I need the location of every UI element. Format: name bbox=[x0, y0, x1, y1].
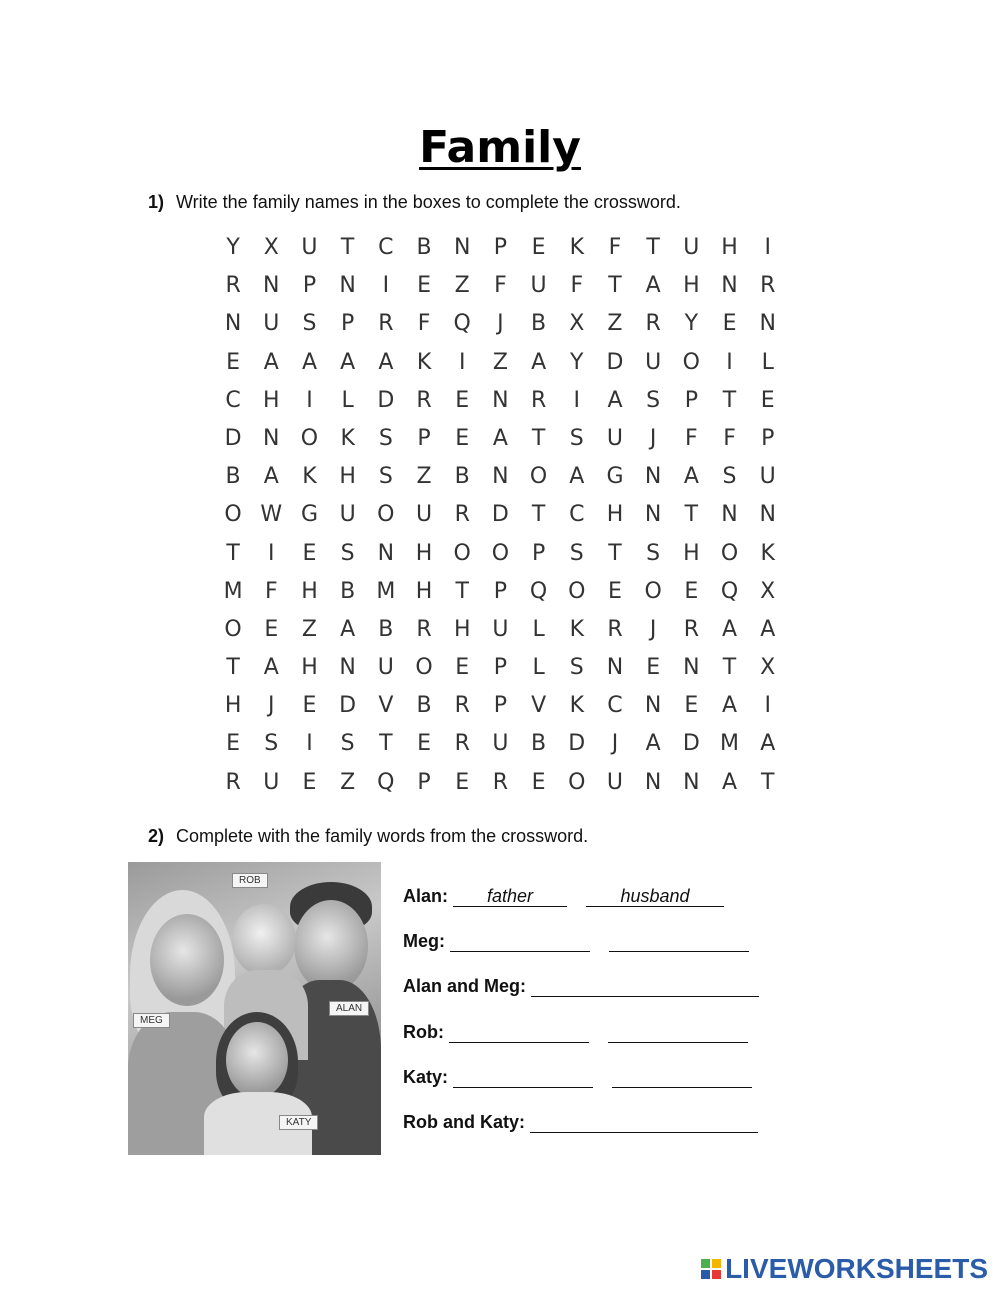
photo-tag-alan: ALAN bbox=[329, 1001, 369, 1016]
grid-letter[interactable]: U bbox=[263, 769, 280, 795]
grid-letter[interactable]: T bbox=[722, 655, 737, 681]
grid-letter[interactable]: E bbox=[646, 655, 661, 681]
grid-letter[interactable]: N bbox=[339, 273, 356, 299]
grid-letter[interactable]: U bbox=[530, 273, 547, 299]
grid-letter[interactable]: L bbox=[341, 387, 354, 413]
photo-tag-rob: ROB bbox=[232, 873, 268, 888]
grid-letter[interactable]: A bbox=[492, 425, 508, 451]
photo-tag-meg: MEG bbox=[133, 1013, 170, 1028]
grid-letter[interactable]: E bbox=[455, 425, 470, 451]
answer-field[interactable] bbox=[612, 1067, 752, 1088]
grid-letter[interactable]: F bbox=[723, 425, 736, 451]
grid-letter[interactable]: N bbox=[644, 769, 662, 795]
grid-letter[interactable]: I bbox=[764, 693, 771, 719]
grid-letter[interactable]: E bbox=[302, 769, 317, 795]
grid-letter[interactable]: H bbox=[301, 578, 318, 604]
grid-letter[interactable]: B bbox=[531, 311, 547, 337]
grid-letter[interactable]: I bbox=[764, 235, 771, 260]
grid-letter[interactable]: R bbox=[378, 311, 394, 337]
grid-letter[interactable]: P bbox=[493, 235, 508, 260]
grid-letter[interactable]: E bbox=[455, 655, 470, 681]
grid-letter[interactable]: P bbox=[531, 540, 546, 566]
grid-letter[interactable]: O bbox=[224, 616, 242, 642]
grid-letter[interactable]: A bbox=[263, 349, 279, 375]
logo-text: LIVEWORKSHEETS bbox=[725, 1253, 988, 1284]
grid-letter[interactable]: T bbox=[646, 235, 660, 260]
grid-letter[interactable]: Z bbox=[301, 616, 317, 642]
answer-field[interactable]: husband bbox=[586, 886, 724, 907]
answer-field[interactable] bbox=[609, 931, 749, 952]
grid-letter[interactable]: K bbox=[302, 464, 317, 490]
grid-letter[interactable]: A bbox=[722, 616, 738, 642]
grid-letter[interactable]: P bbox=[493, 693, 508, 719]
grid-letter[interactable]: U bbox=[301, 235, 318, 260]
grid-letter[interactable]: O bbox=[568, 578, 586, 604]
grid-letter[interactable]: K bbox=[569, 616, 584, 642]
word-search-grid bbox=[214, 229, 788, 802]
grid-letter[interactable]: A bbox=[263, 464, 279, 490]
answer-label: Rob: bbox=[403, 1021, 444, 1042]
answer-row-alan bbox=[403, 886, 759, 931]
grid-letter[interactable]: P bbox=[302, 273, 317, 299]
grid-letter[interactable]: O bbox=[720, 540, 739, 566]
grid-letter[interactable]: K bbox=[569, 235, 584, 260]
grid-letter[interactable]: O bbox=[453, 540, 471, 566]
grid-letter[interactable]: P bbox=[761, 425, 775, 451]
grid-letter[interactable]: I bbox=[726, 349, 733, 375]
grid-letter[interactable]: E bbox=[684, 578, 699, 604]
grid-letter[interactable]: R bbox=[492, 769, 509, 795]
grid-letter[interactable]: U bbox=[759, 464, 776, 490]
grid-letter[interactable]: P bbox=[493, 578, 508, 604]
grid-letter[interactable]: V bbox=[531, 693, 547, 719]
grid-letter[interactable]: A bbox=[683, 464, 699, 490]
grid-letter[interactable]: R bbox=[416, 387, 432, 413]
grid-letter[interactable]: B bbox=[416, 235, 432, 260]
grid-letter[interactable]: P bbox=[493, 655, 508, 681]
grid-letter[interactable]: H bbox=[683, 273, 700, 299]
grid-letter[interactable]: B bbox=[531, 731, 547, 757]
grid-letter[interactable]: G bbox=[300, 502, 318, 528]
grid-letter[interactable]: O bbox=[644, 578, 662, 604]
grid-letter[interactable]: U bbox=[606, 769, 624, 795]
grid-letter[interactable]: Q bbox=[529, 578, 548, 604]
grid-letter[interactable]: H bbox=[339, 464, 356, 490]
grid-letter[interactable]: O bbox=[377, 502, 395, 528]
grid-letter[interactable]: W bbox=[260, 502, 283, 528]
grid-letter[interactable]: N bbox=[644, 464, 662, 490]
grid-letter[interactable]: F bbox=[494, 273, 507, 299]
grid-letter[interactable]: R bbox=[225, 273, 241, 299]
grid-letter[interactable]: T bbox=[760, 769, 775, 795]
grid-row bbox=[214, 496, 788, 534]
grid-letter[interactable]: E bbox=[455, 769, 470, 795]
grid-letter[interactable]: A bbox=[645, 731, 661, 757]
grid-letter[interactable]: E bbox=[302, 693, 317, 719]
grid-letter[interactable]: A bbox=[645, 273, 661, 299]
grid-letter[interactable]: P bbox=[417, 425, 431, 451]
grid-letter[interactable]: R bbox=[225, 769, 241, 795]
grid-letter[interactable]: E bbox=[531, 235, 546, 260]
grid-letter[interactable]: H bbox=[415, 540, 433, 566]
grid-letter[interactable]: K bbox=[569, 693, 584, 719]
grid-letter[interactable]: P bbox=[684, 387, 698, 413]
question-2 bbox=[148, 826, 588, 847]
grid-letter[interactable]: E bbox=[684, 693, 699, 719]
question-2-text: Complete with the family words from the crossword. bbox=[176, 826, 589, 846]
grid-letter[interactable]: C bbox=[225, 387, 241, 413]
answer-label: Alan and Meg: bbox=[403, 976, 527, 997]
grid-letter[interactable]: A bbox=[722, 769, 738, 795]
grid-letter[interactable]: J bbox=[268, 693, 275, 719]
question-1-number: 1) bbox=[148, 192, 165, 212]
answer-row-meg bbox=[403, 931, 759, 976]
grid-letter[interactable]: N bbox=[683, 655, 700, 681]
grid-letter[interactable]: H bbox=[301, 655, 318, 681]
grid-letter[interactable]: U bbox=[263, 311, 280, 337]
grid-letter[interactable]: S bbox=[646, 387, 661, 413]
logo-mark-icon bbox=[701, 1259, 721, 1279]
grid-letter[interactable]: R bbox=[530, 387, 547, 413]
grid-letter[interactable]: B bbox=[378, 616, 394, 642]
grid-letter[interactable]: A bbox=[340, 616, 356, 642]
grid-letter[interactable]: N bbox=[492, 464, 509, 490]
grid-row bbox=[214, 458, 788, 496]
answer-label: Alan: bbox=[403, 886, 448, 906]
grid-letter[interactable]: E bbox=[531, 769, 546, 795]
grid-letter[interactable]: D bbox=[568, 731, 586, 757]
answer-row-alan-and-meg bbox=[403, 976, 759, 1021]
grid-letter[interactable]: A bbox=[760, 616, 776, 642]
grid-row bbox=[214, 344, 788, 382]
grid-letter[interactable]: L bbox=[532, 655, 545, 681]
grid-letter[interactable]: D bbox=[224, 425, 242, 451]
grid-letter[interactable]: E bbox=[417, 731, 431, 757]
answer-field[interactable] bbox=[530, 1112, 758, 1133]
grid-letter[interactable]: N bbox=[683, 769, 700, 795]
grid-letter[interactable]: E bbox=[722, 311, 737, 337]
grid-letter[interactable]: T bbox=[722, 387, 737, 413]
grid-letter[interactable]: T bbox=[608, 540, 622, 566]
grid-letter[interactable]: S bbox=[378, 464, 393, 490]
grid-row bbox=[214, 305, 788, 343]
grid-letter[interactable]: S bbox=[302, 311, 317, 337]
answer-list bbox=[403, 886, 759, 1157]
grid-letter[interactable]: N bbox=[644, 502, 662, 528]
grid-letter[interactable]: A bbox=[722, 693, 738, 719]
grid-letter[interactable]: U bbox=[645, 349, 662, 375]
grid-letter[interactable]: A bbox=[531, 349, 547, 375]
answer-field[interactable] bbox=[453, 1067, 593, 1088]
grid-letter[interactable]: L bbox=[532, 616, 545, 642]
grid-letter[interactable]: T bbox=[608, 273, 622, 299]
grid-letter[interactable]: P bbox=[341, 311, 355, 337]
grid-letter[interactable]: A bbox=[760, 731, 776, 757]
question-1-text: Write the family names in the boxes to complete the crossword. bbox=[176, 192, 681, 212]
grid-letter[interactable]: A bbox=[301, 349, 317, 375]
grid-letter[interactable]: A bbox=[607, 387, 623, 413]
grid-letter[interactable]: A bbox=[569, 464, 585, 490]
grid-letter[interactable]: U bbox=[492, 731, 509, 757]
grid-letter[interactable]: L bbox=[761, 349, 774, 375]
grid-letter[interactable]: U bbox=[415, 502, 433, 528]
grid-letter[interactable]: A bbox=[378, 349, 394, 375]
grid-letter[interactable]: R bbox=[760, 273, 776, 299]
grid-letter[interactable]: A bbox=[340, 349, 356, 375]
answer-field[interactable] bbox=[449, 1022, 589, 1043]
grid-letter[interactable]: Y bbox=[226, 235, 240, 260]
grid-letter[interactable]: N bbox=[759, 502, 776, 528]
answer-field[interactable]: father bbox=[453, 886, 567, 907]
grid-row bbox=[214, 382, 788, 420]
answer-label: Katy: bbox=[403, 1066, 449, 1087]
question-2-number: 2) bbox=[148, 826, 165, 846]
grid-letter[interactable]: F bbox=[608, 235, 622, 260]
grid-letter[interactable]: R bbox=[454, 502, 470, 528]
grid-letter[interactable]: S bbox=[569, 425, 584, 451]
photo-tag-katy: KATY bbox=[279, 1115, 318, 1130]
grid-letter[interactable]: U bbox=[683, 235, 700, 260]
grid-letter[interactable]: N bbox=[339, 655, 356, 681]
grid-letter[interactable]: U bbox=[606, 425, 624, 451]
grid-letter[interactable]: S bbox=[569, 655, 584, 681]
grid-letter[interactable]: K bbox=[340, 425, 355, 451]
grid-letter[interactable]: X bbox=[263, 235, 279, 260]
grid-letter[interactable]: E bbox=[417, 273, 431, 299]
grid-row bbox=[214, 687, 788, 725]
grid-letter[interactable]: N bbox=[759, 311, 776, 337]
grid-letter[interactable]: C bbox=[378, 235, 394, 260]
grid-letter[interactable]: Q bbox=[453, 311, 471, 337]
grid-letter[interactable]: Y bbox=[570, 349, 584, 375]
grid-letter[interactable]: V bbox=[378, 693, 394, 719]
grid-letter[interactable]: O bbox=[415, 655, 433, 681]
grid-letter[interactable]: N bbox=[721, 273, 738, 299]
grid-letter[interactable]: K bbox=[760, 540, 775, 566]
grid-letter[interactable]: D bbox=[682, 731, 700, 757]
grid-letter[interactable]: R bbox=[683, 616, 699, 642]
grid-letter[interactable]: R bbox=[645, 311, 661, 337]
grid-letter[interactable]: T bbox=[531, 502, 546, 528]
grid-letter[interactable]: T bbox=[340, 235, 355, 260]
grid-letter[interactable]: U bbox=[339, 502, 356, 528]
grid-letter[interactable]: M bbox=[720, 731, 740, 757]
grid-letter[interactable]: D bbox=[377, 387, 395, 413]
grid-letter[interactable]: S bbox=[569, 540, 584, 566]
grid-letter[interactable]: N bbox=[263, 273, 280, 299]
grid-letter[interactable]: K bbox=[416, 349, 432, 375]
grid-row bbox=[214, 229, 788, 267]
grid-letter[interactable]: T bbox=[531, 425, 546, 451]
grid-letter[interactable]: B bbox=[454, 464, 470, 490]
grid-row bbox=[214, 267, 788, 305]
grid-letter[interactable]: M bbox=[223, 578, 243, 604]
grid-row bbox=[214, 764, 788, 802]
grid-letter[interactable]: E bbox=[608, 578, 622, 604]
grid-letter[interactable]: S bbox=[340, 731, 355, 757]
grid-letter[interactable]: C bbox=[569, 502, 585, 528]
grid-letter[interactable]: I bbox=[268, 540, 275, 566]
grid-letter[interactable]: D bbox=[606, 349, 624, 375]
grid-letter[interactable]: F bbox=[685, 425, 698, 451]
grid-letter[interactable]: Z bbox=[492, 349, 508, 375]
grid-letter[interactable]: J bbox=[611, 731, 619, 757]
grid-letter[interactable]: B bbox=[340, 578, 356, 604]
grid-letter[interactable]: H bbox=[263, 387, 280, 413]
grid-letter[interactable]: U bbox=[377, 655, 394, 681]
grid-letter[interactable]: U bbox=[492, 616, 509, 642]
grid-letter[interactable]: S bbox=[722, 464, 737, 490]
liveworksheets-logo[interactable] bbox=[701, 1253, 988, 1285]
grid-letter[interactable]: N bbox=[453, 235, 471, 260]
grid-letter[interactable]: E bbox=[760, 387, 775, 413]
grid-letter[interactable]: N bbox=[377, 540, 395, 566]
grid-letter[interactable]: E bbox=[302, 540, 317, 566]
grid-letter[interactable]: X bbox=[760, 578, 776, 604]
grid-letter[interactable]: Z bbox=[416, 464, 432, 490]
family-photo bbox=[128, 862, 381, 1155]
grid-letter[interactable]: O bbox=[224, 502, 242, 528]
grid-row bbox=[214, 725, 788, 763]
grid-letter[interactable]: X bbox=[760, 655, 776, 681]
grid-letter[interactable]: E bbox=[226, 731, 241, 757]
grid-letter[interactable]: S bbox=[264, 731, 279, 757]
answer-label: Rob and Katy: bbox=[403, 1111, 526, 1132]
grid-letter[interactable]: I bbox=[573, 387, 581, 413]
grid-letter[interactable]: R bbox=[607, 616, 623, 642]
grid-letter[interactable]: Z bbox=[454, 273, 470, 299]
grid-letter[interactable]: N bbox=[721, 502, 738, 528]
grid-letter[interactable]: O bbox=[682, 349, 700, 375]
grid-letter[interactable]: E bbox=[264, 616, 279, 642]
question-1 bbox=[148, 192, 681, 213]
grid-letter[interactable]: B bbox=[416, 693, 432, 719]
grid-letter[interactable]: N bbox=[224, 311, 242, 337]
answer-field[interactable] bbox=[450, 931, 590, 952]
photo-figure-rob bbox=[232, 904, 296, 976]
grid-letter[interactable]: Z bbox=[340, 769, 356, 795]
grid-letter[interactable]: X bbox=[569, 311, 585, 337]
grid-letter[interactable]: H bbox=[721, 235, 738, 260]
grid-letter[interactable]: D bbox=[491, 502, 509, 528]
grid-letter[interactable]: O bbox=[300, 425, 319, 451]
grid-letter[interactable]: H bbox=[415, 578, 433, 604]
grid-letter[interactable]: S bbox=[646, 540, 661, 566]
grid-row bbox=[214, 611, 788, 649]
grid-letter[interactable]: Z bbox=[607, 311, 623, 337]
grid-letter[interactable]: I bbox=[306, 731, 313, 757]
grid-letter[interactable]: T bbox=[455, 578, 469, 604]
grid-letter[interactable]: R bbox=[454, 731, 470, 757]
grid-row bbox=[214, 535, 788, 573]
grid-letter[interactable]: Q bbox=[720, 578, 739, 604]
grid-letter[interactable]: R bbox=[454, 693, 470, 719]
grid-letter[interactable]: H bbox=[453, 616, 471, 642]
answer-field[interactable] bbox=[608, 1022, 748, 1043]
grid-letter[interactable]: R bbox=[416, 616, 432, 642]
grid-letter[interactable]: I bbox=[458, 349, 466, 375]
grid-letter[interactable]: S bbox=[340, 540, 355, 566]
grid-letter[interactable]: C bbox=[607, 693, 623, 719]
grid-letter[interactable]: P bbox=[417, 769, 431, 795]
answer-label: Meg: bbox=[403, 931, 445, 952]
grid-row bbox=[214, 573, 788, 611]
grid-letter[interactable]: T bbox=[684, 502, 699, 528]
grid-letter[interactable]: T bbox=[226, 540, 240, 566]
grid-row bbox=[214, 420, 788, 458]
grid-letter[interactable]: M bbox=[376, 578, 396, 604]
grid-letter[interactable]: Q bbox=[377, 769, 395, 795]
grid-letter[interactable]: I bbox=[382, 273, 390, 299]
answer-row-rob bbox=[403, 1022, 759, 1067]
answer-row-katy bbox=[403, 1067, 759, 1112]
grid-letter[interactable]: A bbox=[263, 655, 279, 681]
grid-letter[interactable]: Y bbox=[684, 311, 699, 337]
grid-letter[interactable]: T bbox=[226, 655, 240, 681]
grid-letter[interactable]: T bbox=[379, 731, 393, 757]
grid-letter[interactable]: J bbox=[497, 311, 504, 337]
grid-letter[interactable]: O bbox=[529, 464, 548, 490]
grid-letter[interactable]: N bbox=[492, 387, 509, 413]
grid-letter[interactable]: I bbox=[306, 387, 313, 413]
grid-letter[interactable]: J bbox=[649, 425, 657, 451]
answer-row-rob-and-katy bbox=[403, 1112, 759, 1157]
grid-row bbox=[214, 649, 788, 687]
grid-letter[interactable]: N bbox=[263, 425, 280, 451]
grid-letter[interactable]: S bbox=[378, 425, 393, 451]
grid-letter[interactable]: J bbox=[649, 616, 657, 642]
grid-letter[interactable]: H bbox=[224, 693, 242, 719]
grid-letter[interactable]: E bbox=[226, 349, 241, 375]
grid-letter[interactable]: N bbox=[606, 655, 624, 681]
grid-letter[interactable]: H bbox=[683, 540, 700, 566]
grid-letter[interactable]: G bbox=[606, 464, 624, 490]
grid-letter[interactable]: H bbox=[606, 502, 624, 528]
grid-letter[interactable]: F bbox=[570, 273, 584, 299]
grid-letter[interactable]: N bbox=[644, 693, 662, 719]
page-title: Family bbox=[419, 122, 581, 173]
answer-field[interactable] bbox=[531, 976, 759, 997]
grid-letter[interactable]: F bbox=[417, 311, 431, 337]
grid-letter[interactable]: D bbox=[339, 693, 357, 719]
grid-letter[interactable]: F bbox=[264, 578, 278, 604]
grid-letter[interactable]: O bbox=[568, 769, 586, 795]
grid-letter[interactable]: O bbox=[491, 540, 510, 566]
grid-letter[interactable]: B bbox=[225, 464, 241, 490]
grid-letter[interactable]: E bbox=[455, 387, 470, 413]
